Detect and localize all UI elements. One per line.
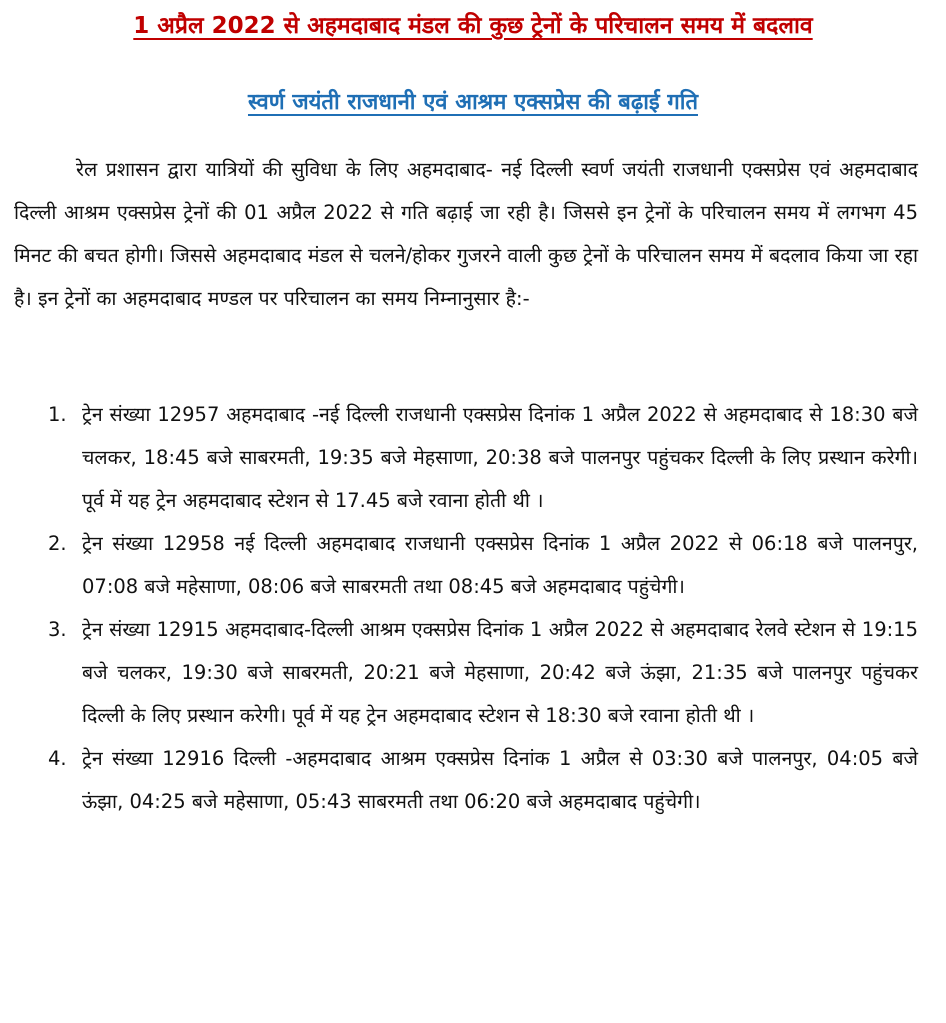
list-item-text: ट्रेन संख्या 12957 अहमदाबाद -नई दिल्ली राजधानी एक्सप्रेस दिनांक 1 अप्रैल 2022 से अहमदाबाद से 18:30 बजे चलकर, 18:45 बजे साबरमती, 19:35 बजे मेहसाणा, 20:38 बजे पालनपुर पहुंचकर दिल्ली के लिए प्रस्थान करेगी। पूर्व में यह ट्रेन अहमदाबाद स्टेशन से 17.45 बजे रवाना होती थी । (82, 403, 918, 512)
list-item (0, 737, 918, 823)
list-item-number: 1. (48, 403, 67, 426)
list-item-text: ट्रेन संख्या 12915 अहमदाबाद-दिल्ली आश्रम एक्सप्रेस दिनांक 1 अप्रैल 2022 से अहमदाबाद रेलवे स्टेशन से 19:15 बजे चलकर, 19:30 बजे साबरमती, 20:21 बजे मेहसाणा, 20:42 बजे ऊंझा, 21:35 बजे पालनपुर पहुंचकर दिल्ली के लिए प्रस्थान करेगी। पूर्व में यह ट्रेन अहमदाबाद स्टेशन से 18:30 बजे रवाना होती थी । (82, 618, 918, 727)
list-item (0, 393, 918, 522)
list-item-text: ट्रेन संख्या 12958 नई दिल्ली अहमदाबाद राजधानी एक्सप्रेस दिनांक 1 अप्रैल 2022 से 06:18 बजे पालनपुर, 07:08 बजे महेसाणा, 08:06 बजे साबरमती तथा 08:45 बजे अहमदाबाद पहुंचेगी। (82, 532, 918, 598)
list-item (0, 522, 918, 608)
page-subtitle: स्वर्ण जयंती राजधानी एवं आश्रम एक्सप्रेस की बढ़ाई गति (247, 90, 698, 115)
intro-paragraph: रेल प्रशासन द्वारा यात्रियों की सुविधा के लिए अहमदाबाद- नई दिल्ली स्वर्ण जयंती राजधानी एक्सप्रेस एवं अहमदाबाद दिल्ली आश्रम एक्सप्रेस ट्रेनों की 01 अप्रैल 2022 से गति बढ़ाई जा रही है। जिससे इन ट्रेनों के परिचालन समय में लगभग 45 मिनट की बचत होगी। जिससे अहमदाबाद मंडल से चलने/होकर गुजरने वाली कुछ ट्रेनों के परिचालन समय में बदलाव किया जा रहा है। इन ट्रेनों का अहमदाबाद मण्डल पर परिचालन का समय निम्नानुसार है:- (14, 158, 918, 310)
list-item-number: 4. (48, 747, 67, 770)
page-title: 1 अप्रैल 2022 से अहमदाबाद मंडल की कुछ ट्रेनों के परिचालन समय में बदलाव (133, 13, 813, 39)
list-item-number: 2. (48, 532, 67, 555)
train-schedule-list (0, 393, 946, 823)
list-item (0, 608, 918, 737)
list-item-number: 3. (48, 618, 67, 641)
list-item-text: ट्रेन संख्या 12916 दिल्ली -अहमदाबाद आश्रम एक्सप्रेस दिनांक 1 अप्रैल से 03:30 बजे पालनपुर, 04:05 बजे ऊंझा, 04:25 बजे महेसाणा, 05:43 साबरमती तथा 06:20 बजे अहमदाबाद पहुंचेगी। (82, 747, 918, 813)
